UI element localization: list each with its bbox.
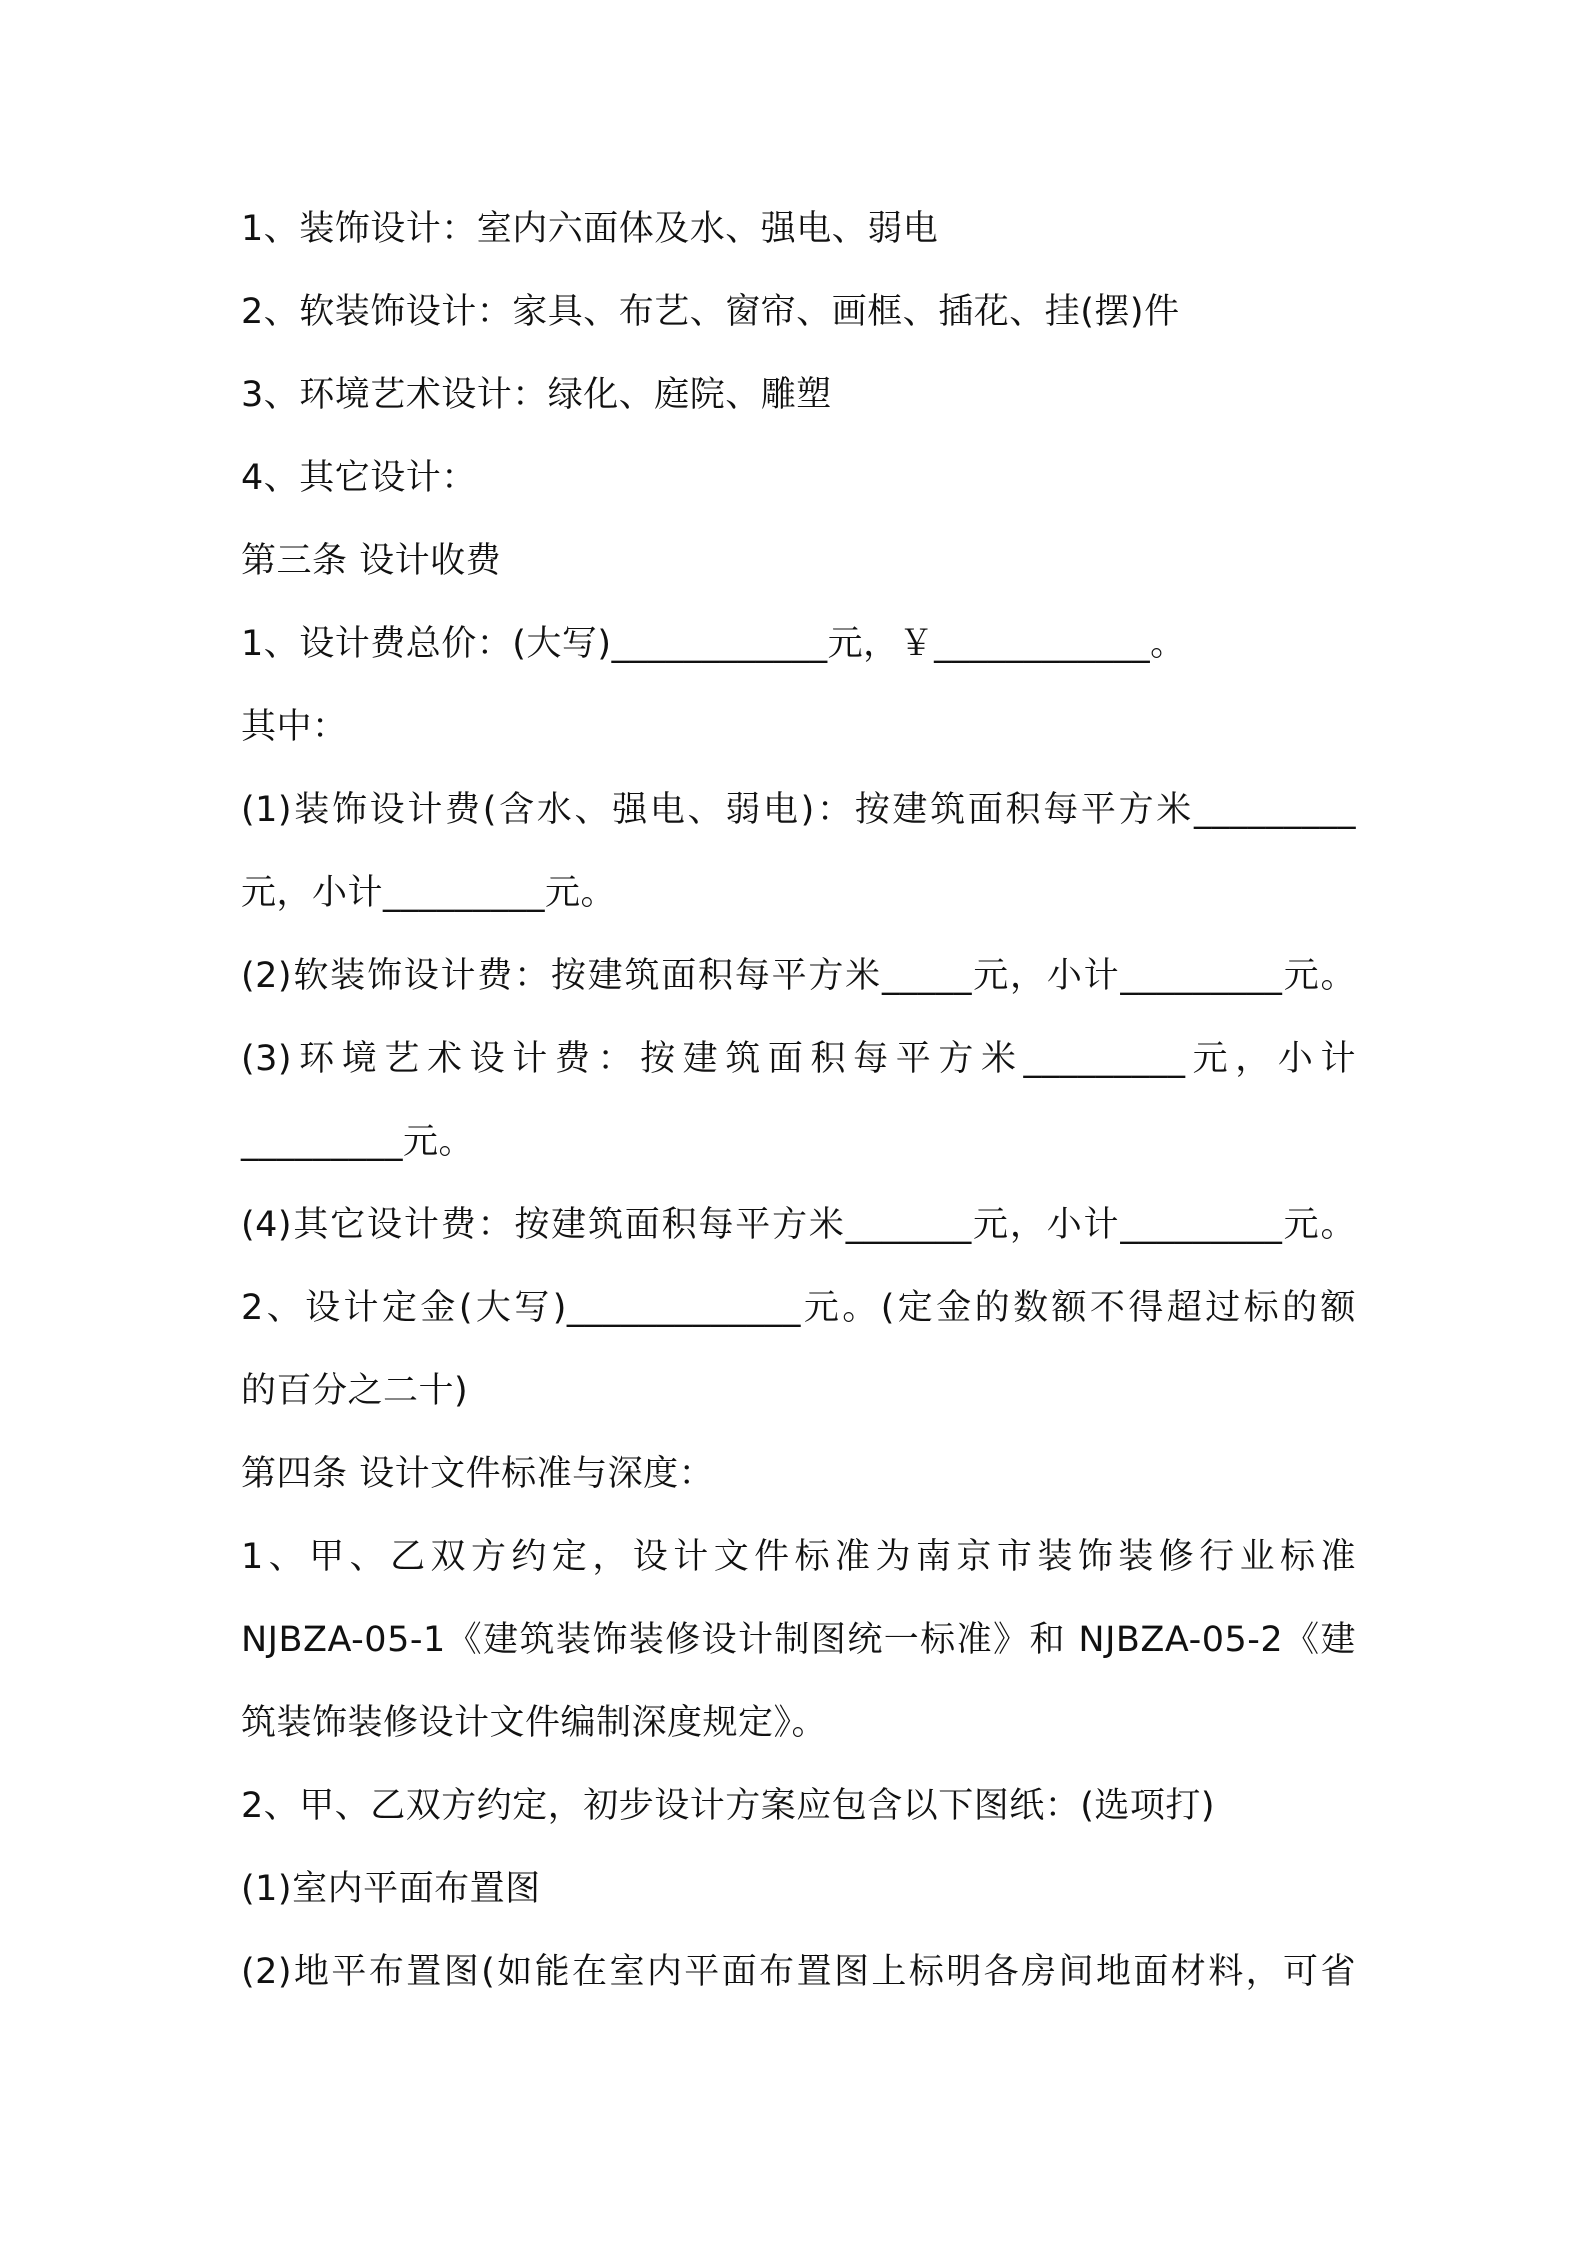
decoration-fee-line: (1)装饰设计费(含水、强电、弱电)：按建筑面积每平方米_________ xyxy=(241,790,1356,830)
clause-item-environment-art-design: 3、环境艺术设计：绿化、庭院、雕塑 xyxy=(241,375,832,415)
clause-item-soft-decoration-design: 2、软装饰设计：家具、布艺、窗帘、画框、插花、挂(摆)件 xyxy=(241,292,1180,332)
design-standard-line: 1、甲、乙双方约定，设计文件标准为南京市装饰装修行业标准 xyxy=(241,1537,1356,1577)
drawing-item-floor-layout: (1)室内平面布置图 xyxy=(241,1869,541,1909)
design-standard-line-cont: NJBZA-05-1《建筑装饰装修设计制图统一标准》和 NJBZA-05-2《建 xyxy=(241,1620,1356,1660)
article-4-heading: 第四条 设计文件标准与深度： xyxy=(241,1454,715,1494)
clause-item-other-design: 4、其它设计： xyxy=(241,458,477,498)
design-standard-line-end: 筑装饰装修设计文件编制深度规定》。 xyxy=(241,1703,828,1743)
soft-decoration-fee-line: (2)软装饰设计费：按建筑面积每平方米_____元，小计_________元。 xyxy=(241,956,1356,996)
article-3-heading: 第三条 设计收费 xyxy=(241,541,502,581)
design-deposit-line: 2、设计定金(大写)_____________元。(定金的数额不得超过标的额 xyxy=(241,1288,1356,1328)
drawing-item-ground-layout: (2)地平布置图(如能在室内平面布置图上标明各房间地面材料，可省 xyxy=(241,1952,1356,1992)
decoration-fee-line-cont: 元，小计_________元。 xyxy=(241,873,617,913)
preliminary-design-drawings-line: 2、甲、乙双方约定，初步设计方案应包含以下图纸：(选项打) xyxy=(241,1786,1216,1826)
total-design-fee-line: 1、设计费总价：(大写)____________元，￥____________。 xyxy=(241,624,1186,664)
among-them-label: 其中： xyxy=(241,707,348,747)
clause-item-decoration-design: 1、装饰设计：室内六面体及水、强电、弱电 xyxy=(241,209,939,249)
environment-art-fee-line: (3)环境艺术设计费：按建筑面积每平方米_________元，小计 xyxy=(241,1039,1356,1079)
design-deposit-line-cont: 的百分之二十) xyxy=(241,1371,469,1411)
environment-art-fee-line-cont: _________元。 xyxy=(241,1122,475,1162)
other-design-fee-line: (4)其它设计费：按建筑面积每平方米_______元，小计_________元。 xyxy=(241,1205,1356,1245)
